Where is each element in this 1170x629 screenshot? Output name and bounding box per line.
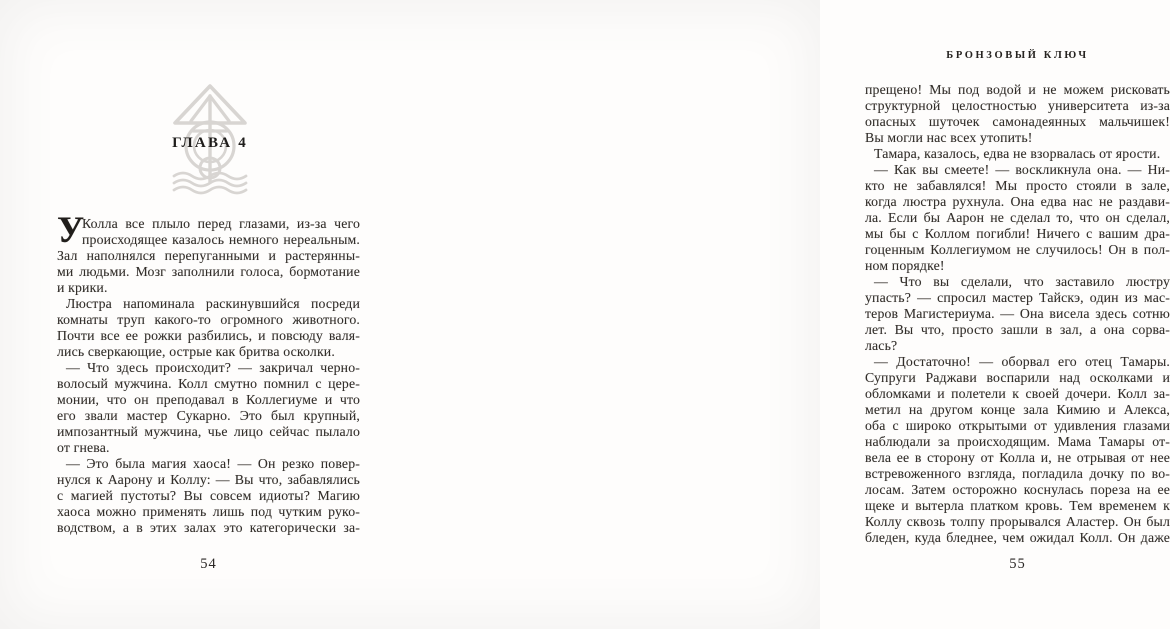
- text-line: волосый мужчина. Колл смутно помнил с цере-: [57, 376, 360, 391]
- text-line: прещено! Мы под водой и не можем рисковать: [865, 82, 1170, 97]
- text-line: Колла все плыло перед глазами, из-за чего: [82, 216, 360, 231]
- text-line: Почти все ее рожки разбились, и повсюду валя-: [57, 328, 360, 343]
- text-line: ном порядке!: [865, 258, 945, 273]
- text-line: — Что вы сделали, что заставило люстру: [874, 274, 1170, 289]
- text-line: от гнева.: [57, 440, 110, 455]
- page-number-left: 54: [200, 556, 217, 572]
- text-line: щеке и вытерла платком кровь. Тем временем к: [865, 498, 1170, 513]
- text-line: — Что здесь происходит? — закричал черно-: [66, 360, 360, 375]
- right-page-text: [865, 82, 1170, 546]
- text-line: лосам. Затем осторожно коснулась пореза на ее: [865, 482, 1170, 497]
- text-line: вела ее в сторону от Колла и, не отрывая от нее: [865, 450, 1170, 465]
- text-line: лет. Вы что, просто зашли в зал, а она сорва-: [865, 322, 1170, 337]
- page-left: [0, 0, 410, 629]
- paragraph: [57, 360, 360, 456]
- drop-cap: У: [57, 210, 85, 251]
- text-line: его звали мастер Сукарно. Это был крупный,: [57, 408, 360, 423]
- text-line: Вы могли нас всех утопить!: [865, 130, 1033, 145]
- text-line: встревоженного взгляда, погладила дочку по во-: [865, 466, 1170, 481]
- paragraph: [865, 82, 1170, 146]
- text-line: оба с широко открытыми от удивления глазами: [865, 418, 1170, 433]
- text-line: гоценным Коллегиумом не случилось! Он в пол-: [865, 242, 1170, 257]
- paragraph: [865, 146, 1170, 162]
- text-line: происходящее казалось немного нереальным.: [82, 232, 360, 247]
- text-line: водством, а в этих залах это категорически за-: [57, 520, 360, 535]
- paragraph: [57, 210, 360, 296]
- text-line: кто не забавлялся! Мы просто стояли в зале,: [865, 178, 1170, 193]
- text-line: — Это была магия хаоса! — Он резко повер-: [66, 456, 360, 471]
- text-line: комнаты труп какого-то огромного животного.: [57, 312, 360, 327]
- text-line: Тамара, казалось, едва не взорвалась от ярости.: [874, 146, 1161, 161]
- text-line: упасть? — спросил мастер Тайскэ, один из мас-: [865, 290, 1170, 305]
- text-line: лись сверкающие, острые как бритва осколки.: [57, 344, 335, 359]
- text-line: Коллу сквозь толпу прорывался Аластер. Он был: [865, 514, 1170, 529]
- text-line: наблюдали за происходящим. Мама Тамары от-: [865, 434, 1170, 449]
- text-line: и крики.: [57, 280, 108, 295]
- text-line: опасных шуточек самонадеянных мальчишек!: [865, 114, 1170, 129]
- text-line: импозантный мужчина, чье лицо сейчас пылало: [57, 424, 360, 439]
- chapter-heading: [160, 83, 260, 199]
- text-line: ми людьми. Мозг заполнили голоса, бормотание: [57, 264, 360, 279]
- chapter-title: ГЛАВА 4: [172, 135, 248, 151]
- left-page-text: [57, 210, 360, 536]
- text-line: метил на другом конце зала Кимию и Алекса,: [865, 402, 1170, 417]
- running-header: БРОНЗОВЫЙ КЛЮЧ: [946, 50, 1089, 61]
- text-line: — Как вы смеете! — воскликнула она. — Ни-: [874, 162, 1170, 177]
- text-line: структурной целостностью университета из-за: [865, 98, 1170, 113]
- text-line: Супруги Раджави воспарили над осколками и: [865, 370, 1170, 385]
- paragraph: [865, 354, 1170, 546]
- text-line: монии, что он преподавал в Коллегиуме и что: [57, 392, 360, 407]
- text-line: когда люстра рухнула. Она едва нас не раздави-: [865, 194, 1170, 209]
- paragraph: [865, 274, 1170, 354]
- text-line: хаоса можно применять лишь под чутким руко-: [57, 504, 360, 519]
- text-line: с магией пустоты? Вы совсем идиоты? Магию: [57, 488, 360, 503]
- text-line: теров Магистериума. — Она висела здесь сотню: [865, 306, 1170, 321]
- page-right: [410, 0, 1170, 629]
- page-number-right: 55: [1009, 556, 1026, 572]
- text-line: Зал наполнялся перепуганными и растерянны-: [57, 248, 360, 263]
- text-line: ла. Если бы Аарон не сделал то, что он сделал,: [865, 210, 1170, 225]
- text-line: нулся к Аарону и Коллу: — Вы что, забавлялись: [57, 472, 360, 487]
- paragraph: [57, 456, 360, 536]
- text-line: — Достаточно! — оборвал его отец Тамары.: [874, 354, 1170, 369]
- paragraph: [57, 296, 360, 360]
- text-line: Люстра напоминала раскинувшийся посреди: [66, 296, 360, 311]
- text-line: лась?: [865, 338, 898, 353]
- text-line: мы бы с Коллом погибли! Ничего с вашим дра-: [865, 226, 1170, 241]
- text-line: обломками и полетели к своей дочери. Колл за-: [865, 386, 1170, 401]
- text-line: бледен, куда бледнее, чем ожидал Колл. Он даже: [865, 530, 1170, 545]
- paragraph: [865, 162, 1170, 274]
